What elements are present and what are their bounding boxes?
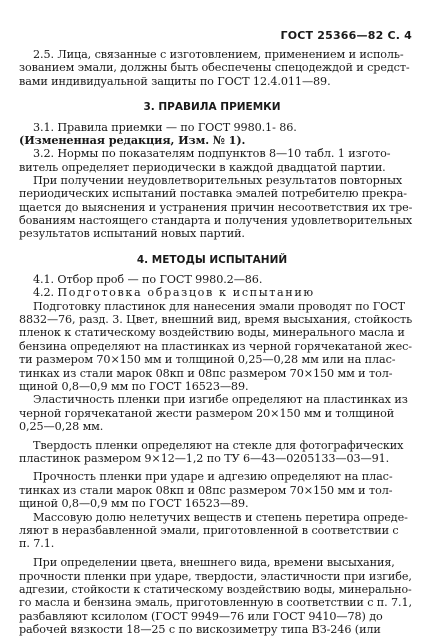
hardness-line-1: Твердость пленки определяют на стекле для фотографических: [33, 439, 404, 452]
strength-line-2: тинках из стали марок 08кп и 08пс размером 70×150 мм и тол-: [19, 483, 393, 497]
hardness-line-2: пластинок размером 9×12—1,2 по ТУ 6—43—0205133—03—91.: [19, 452, 390, 466]
paragraph-4-2-title: Подготовка образцов к испытанию: [57, 286, 315, 300]
mass-line-3: п. 7.1.: [19, 537, 55, 551]
paragraph-3-2-line-7: результатов испытаний новых партий.: [19, 227, 245, 241]
color-line-4: го масла и бензина эмаль, приготовленную в соответствии с п. 7.1,: [19, 596, 412, 610]
color-line-6: рабочей вязкости 18—25 с по вискозиметру типа ВЗ-246 (или: [19, 623, 381, 636]
mass-line-1: Массовую долю нелетучих веществ и степень перетира опреде-: [33, 510, 408, 524]
paragraph-4-1: 4.1. Отбор проб — по ГОСТ 9980.2—86.: [33, 273, 263, 286]
paragraph-4-2-line-5: ти размером 70×150 мм и толщиной 0,25—0,28 мм или на плас-: [19, 353, 396, 367]
paragraph-3-2-line-6: бованиям настоящего стандарта и получения удовлетворительных: [19, 213, 413, 227]
strength-line-1: Прочность пленки при ударе и адгезию определяют на плас-: [33, 470, 393, 484]
paragraph-3-2-line-1: 3.2. Нормы по показателям подпунктов 8—10 табл. 1 изгото-: [33, 147, 391, 161]
paragraph-4-2-number: 4.2.: [33, 286, 58, 300]
elasticity-line-2: черной горячекатаной жести размером 20×150 мм и толщиной: [19, 406, 395, 420]
paragraph-3-2-line-2: витель определяет периодически в каждой двадцатой партии.: [19, 160, 386, 174]
paragraph-2-5-line-3: вами индивидуальной защиты по ГОСТ 12.4.011—89.: [19, 74, 331, 88]
running-header: ГОСТ 25366—82 С. 4: [280, 29, 412, 42]
color-line-5: разбавляют ксилолом (ГОСТ 9949—76 или ГОСТ 9410—78) до: [19, 609, 383, 623]
color-line-2: прочности пленки при ударе, твердости, эластичности при изгибе,: [19, 569, 412, 583]
paragraph-4-2-line-4: бензина определяют на пластинках из черной горячекатаной жес-: [19, 339, 412, 353]
paragraph-3-2-line-5: щается до выяснения и устранения причин несоответствия их тре-: [19, 200, 413, 214]
paragraph-4-2-line-6: тинках из стали марок 08кп и 08пс размером 70×150 мм и тол-: [19, 366, 393, 380]
color-line-3: адгезии, стойкости к статическому воздействию воды, минерально-: [19, 583, 412, 596]
paragraph-2-5-line-2: зованием эмали, должны быть обеспечены спецодеждой и средст-: [19, 61, 410, 75]
amendment-note: (Измененная редакция, Изм. № 1).: [19, 132, 246, 147]
paragraph-3-2-line-4: периодических испытаний поставка эмалей потребителю прекра-: [19, 187, 407, 201]
paragraph-3-2-line-3: При получении неудовлетворительных результатов повторных: [33, 173, 403, 187]
color-line-1: При определении цвета, внешнего вида, времени высыхания,: [33, 556, 395, 570]
paragraph-2-5-line-1: 2.5. Лица, связанные с изготовлением, применением и исполь-: [33, 48, 404, 61]
elasticity-line-1: Эластичность пленки при изгибе определяют на пластинках из: [33, 393, 408, 407]
paragraph-4-2-line-2: 8832—76, разд. 3. Цвет, внешний вид, время высыхания, стойкость: [19, 313, 413, 327]
paragraph-4-2-line-7: щиной 0,8—0,9 мм по ГОСТ 16523—89.: [19, 379, 249, 393]
section-4-heading: 4. МЕТОДЫ ИСПЫТАНИЙ: [136, 254, 288, 266]
strength-line-3: щиной 0,8—0,9 мм по ГОСТ 16523—89.: [19, 497, 249, 511]
paragraph-4-2-heading: [33, 286, 315, 299]
elasticity-line-3: 0,25—0,28 мм.: [19, 419, 104, 433]
paragraph-4-2-line-1: Подготовку пластинок для нанесения эмали проводят по ГОСТ: [33, 299, 405, 313]
mass-line-2: ляют в неразбавленной эмали, приготовленной в соответствии с: [19, 523, 399, 537]
paragraph-4-2-line-3: пленок к статическому воздействию воды, минерального масла и: [19, 326, 405, 340]
paragraph-3-1: 3.1. Правила приемки — по ГОСТ 9980.1- 86.: [33, 120, 297, 134]
section-3-heading: 3. ПРАВИЛА ПРИЕМКИ: [143, 101, 281, 114]
